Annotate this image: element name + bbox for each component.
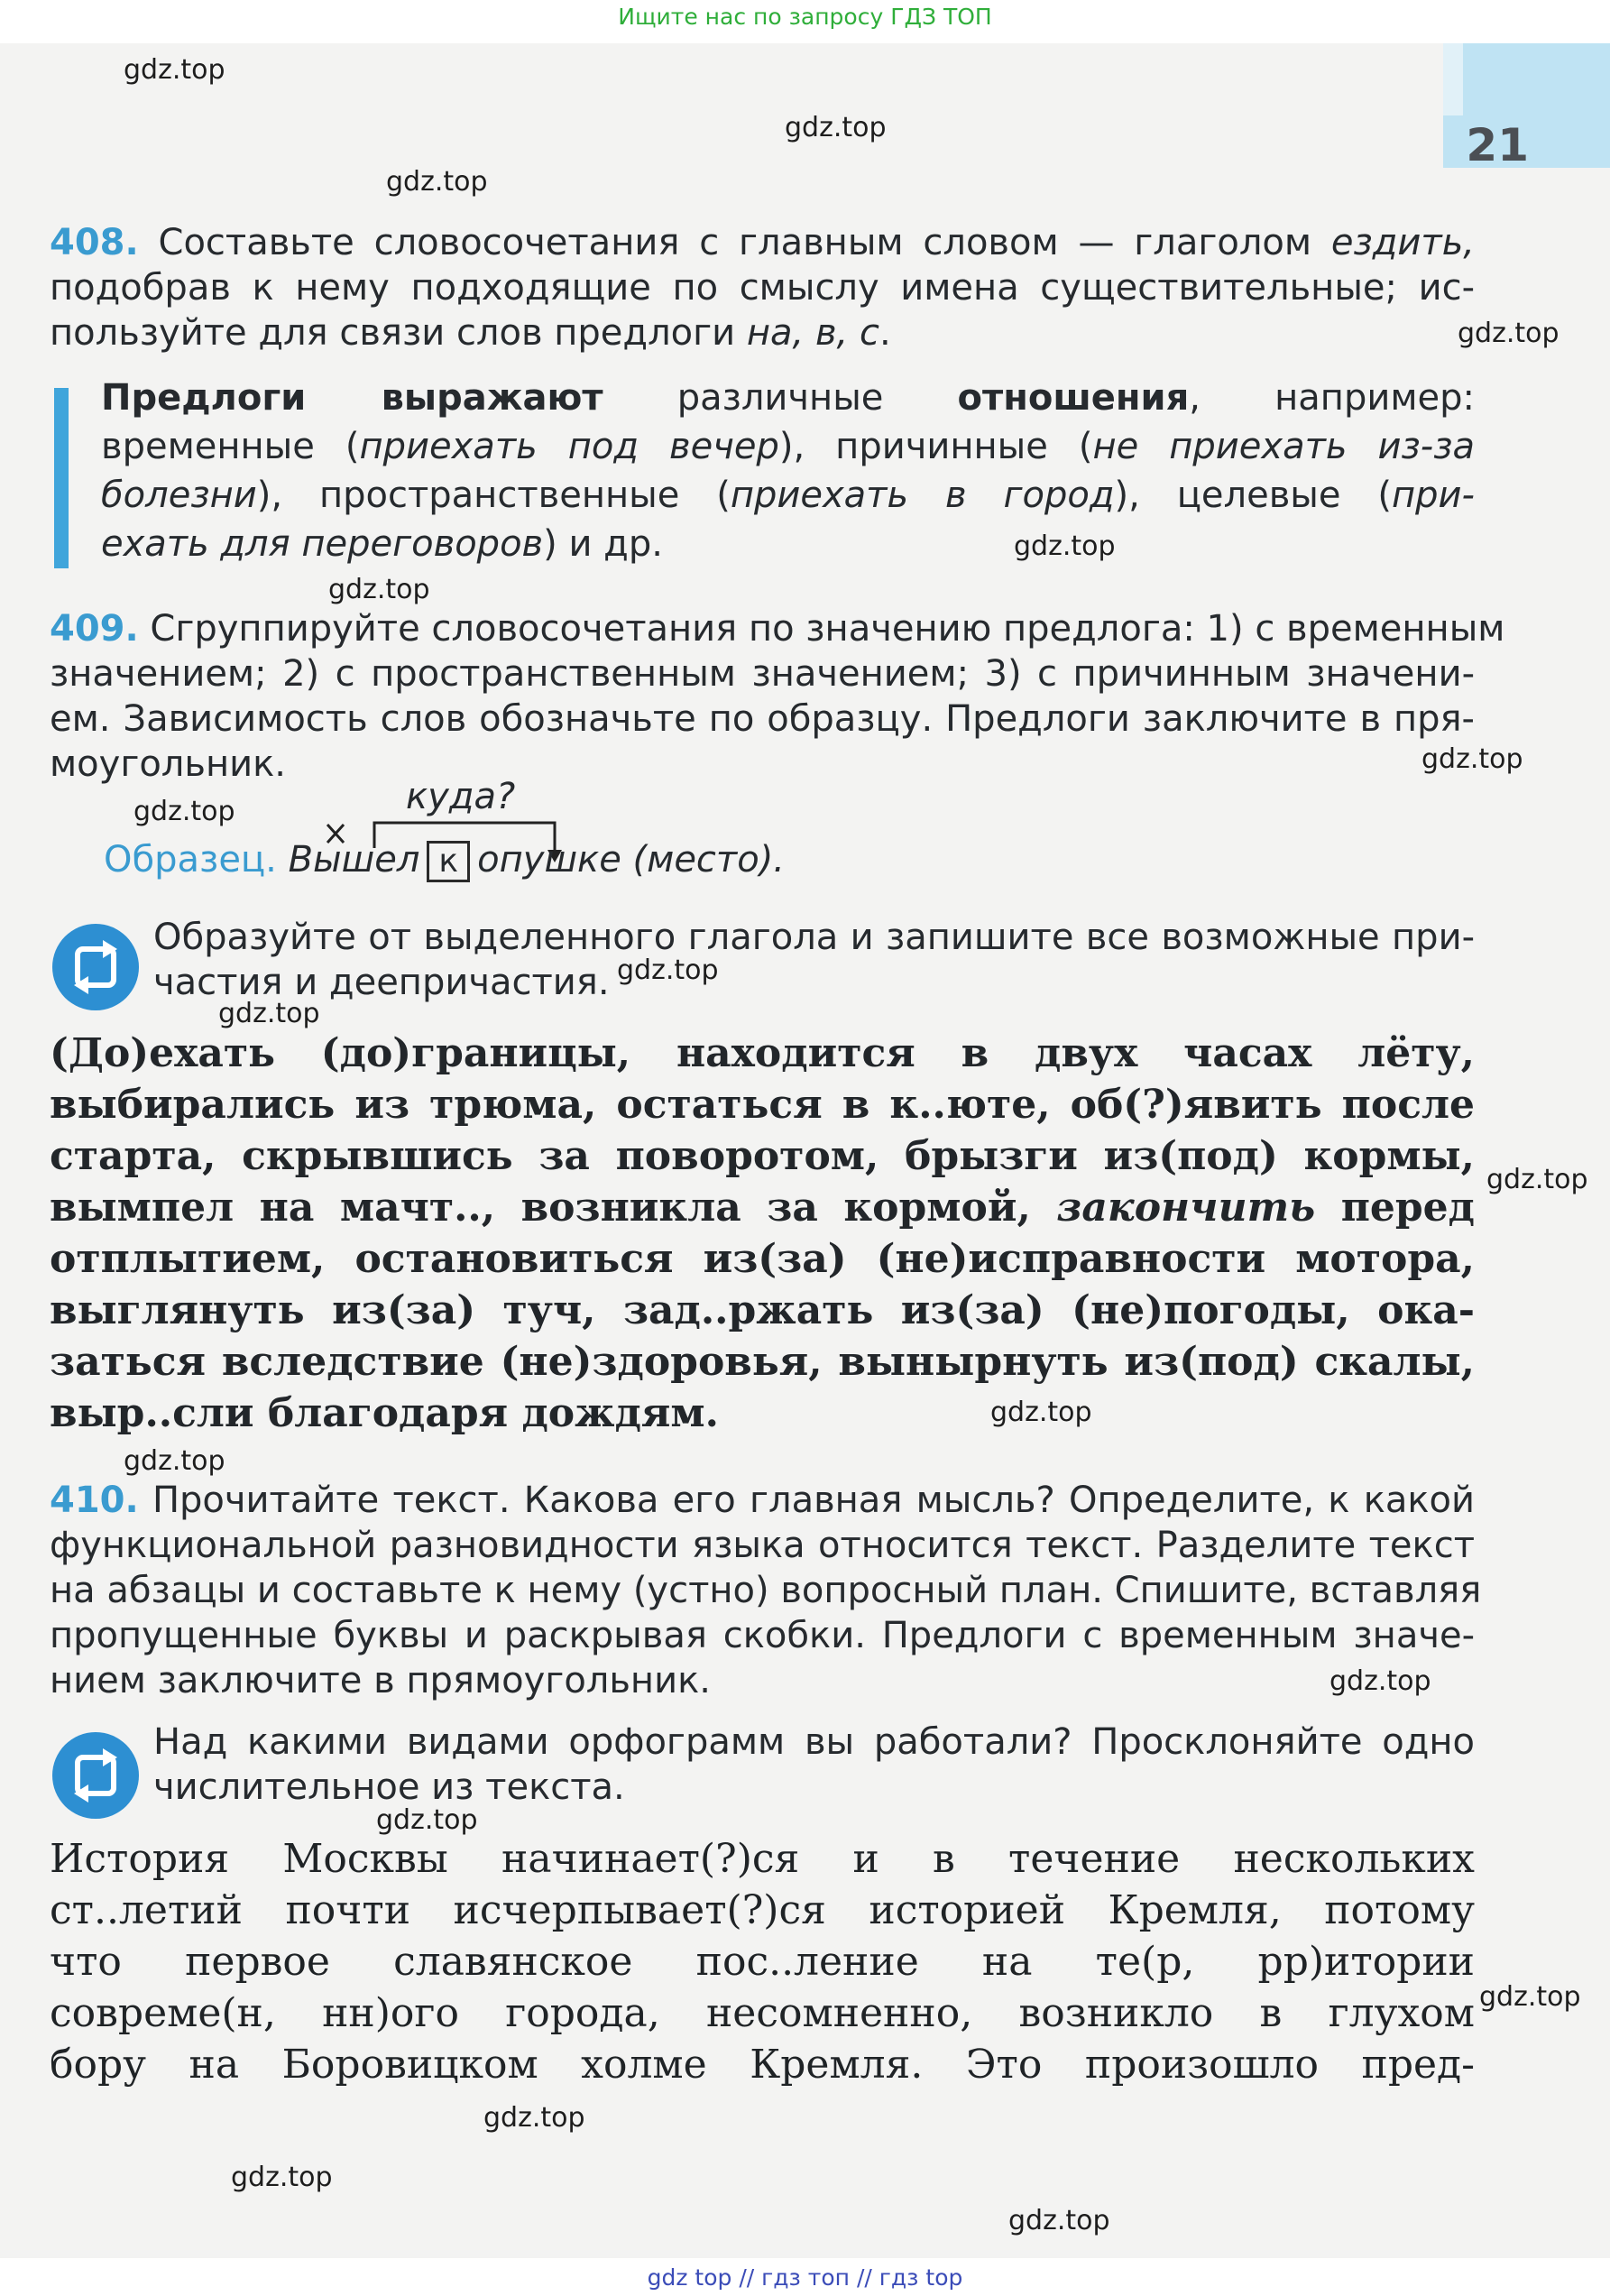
rule-text: временные ( (101, 426, 360, 467)
phrase-text: вымпел на мачт.., возникла за кормой, (50, 1185, 1057, 1231)
exercise-text: функциональной разновидности языка относится текст. Разделите текст (50, 1525, 1475, 1566)
watermark: gdz.top (1486, 1164, 1588, 1195)
page-number: 21 (1466, 119, 1529, 171)
phrase-line: выбирались из трюма, остаться в к..юте, об(?)явить после (50, 1082, 1475, 1128)
preposition-box: к (427, 841, 470, 882)
rule-italic: при- (1392, 475, 1475, 516)
watermark: gdz.top (376, 1804, 478, 1836)
watermark: gdz.top (124, 1445, 225, 1477)
rule-italic: не приехать из-за (1092, 426, 1475, 467)
watermark: gdz.top (1329, 1665, 1431, 1697)
rule-italic: ехать для переговоров (101, 523, 544, 565)
exercise-text: пропущенные буквы и раскрывая скобки. Предлоги с временным значе- (50, 1615, 1475, 1656)
watermark: gdz.top (617, 954, 719, 986)
highlighted-verb: закончить (1056, 1185, 1316, 1231)
watermark: gdz.top (218, 998, 320, 1029)
exercise-text: Сгруппируйте словосочетания по значению предлога: 1) с временным (150, 608, 1505, 650)
repeat-task-icon (52, 1732, 139, 1819)
rule-text: различные (603, 377, 958, 419)
phrase-line: заться вследствие (не)здоровья, вынырнуть из(под) скалы, (50, 1339, 1475, 1385)
top-banner-link[interactable]: Ищите нас по запросу ГДЗ ТОП (618, 4, 992, 30)
rule-text: ), целевые ( (1114, 475, 1393, 516)
exercise-number: 409. (50, 608, 139, 650)
task-text: Над какими видами орфограмм вы работали? Просклоняйте одно (153, 1721, 1475, 1763)
bottom-links[interactable]: gdz top // гдз топ // гдз top (647, 2264, 963, 2291)
exercise-number: 410. (50, 1480, 139, 1521)
exercise-text: на абзацы и составьте к нему (устно) вопросный план. Спишите, вставляя (50, 1570, 1482, 1611)
watermark: gdz.top (1421, 743, 1523, 775)
watermark: gdz.top (124, 54, 225, 86)
exercise-text: подобрав к нему подходящие по смыслу имена существительные; ис- (50, 267, 1475, 309)
rule-text: ) и др. (543, 523, 663, 565)
exercise-text: значением; 2) с пространственным значением; 3) с причинным значени- (50, 653, 1475, 695)
phrase-line: старта, скрывшись за поворотом, брызги из(под) кормы, (50, 1133, 1475, 1179)
exercise-italic: ездить, (1330, 222, 1475, 263)
watermark: gdz.top (328, 574, 430, 605)
task-text: Образуйте от выделенного глагола и запишите все возможные при- (153, 917, 1475, 958)
sample-label: Образец. (104, 839, 277, 881)
text-line: бору на Боровицком холме Кремля. Это произошло пред- (50, 2042, 1475, 2088)
text-line: совреме(н, нн)ого города, несомненно, возникло в глухом (50, 1990, 1475, 2036)
rule-text: ), причинные ( (778, 426, 1093, 467)
exercise-text: Составьте словосочетания с главным словом — глаголом (158, 222, 1331, 263)
rule-text: ), пространственные ( (256, 475, 731, 516)
text-line: ст..летий почти исчерпывает(?)ся историей Кремля, потому (50, 1887, 1475, 1933)
phrase-text: перед (1315, 1185, 1475, 1231)
phrase-line: отплытием, остановиться из(за) (не)исправности мотора, (50, 1236, 1475, 1282)
rule-marker-bar (54, 388, 69, 568)
watermark: gdz.top (483, 2102, 585, 2134)
watermark: gdz.top (990, 1397, 1092, 1428)
rule-italic: приехать под вечер (359, 426, 779, 467)
exercise-text: ем. Зависимость слов обозначьте по образцу. Предлоги заключите в пря- (50, 698, 1475, 740)
watermark: gdz.top (231, 2162, 333, 2193)
rule-bold: Предлоги выражают (101, 377, 603, 419)
text-line: История Москвы начинает(?)ся и в течение нескольких (50, 1836, 1475, 1882)
exercise-text: моугольник. (50, 743, 286, 785)
watermark: gdz.top (133, 796, 235, 827)
phrase-line: (До)ехать (до)границы, находится в двух часах лёту, (50, 1030, 1475, 1076)
watermark: gdz.top (386, 166, 488, 198)
repeat-task-icon (52, 924, 139, 1010)
rule-italic: приехать в город (730, 475, 1115, 516)
watermark: gdz.top (1008, 2205, 1110, 2236)
sample-word: Вышел (288, 839, 420, 881)
watermark: gdz.top (785, 112, 887, 143)
task-text: числительное из текста. (153, 1766, 625, 1808)
rule-italic: болезни (101, 475, 257, 516)
watermark: gdz.top (1458, 318, 1559, 349)
sample-question: куда? (406, 776, 516, 817)
exercise-text: нием заключите в прямоугольник. (50, 1660, 711, 1701)
phrase-line: выр..сли благодаря дождям. (50, 1390, 719, 1436)
exercise-text: Прочитайте текст. Какова его главная мысль? Определите, к какой (152, 1480, 1475, 1521)
rule-text: , например: (1189, 377, 1475, 419)
exercise-text: . (879, 312, 891, 354)
phrase-line: выглянуть из(за) туч, зад..ржать из(за) (не)погоды, ока- (50, 1287, 1475, 1333)
exercise-number: 408. (50, 222, 139, 263)
task-text: частия и деепричастия. (153, 962, 610, 1003)
text-line: что первое славянское пос..ление на те(р, рр)итории (50, 1939, 1475, 1985)
watermark: gdz.top (1479, 1981, 1581, 2013)
exercise-italic: на, в, с (746, 312, 879, 354)
watermark: gdz.top (1014, 530, 1116, 562)
rule-bold: отношения (957, 377, 1190, 419)
exercise-text: пользуйте для связи слов предлоги (50, 312, 747, 354)
sample-word: опушке (место). (477, 839, 786, 881)
